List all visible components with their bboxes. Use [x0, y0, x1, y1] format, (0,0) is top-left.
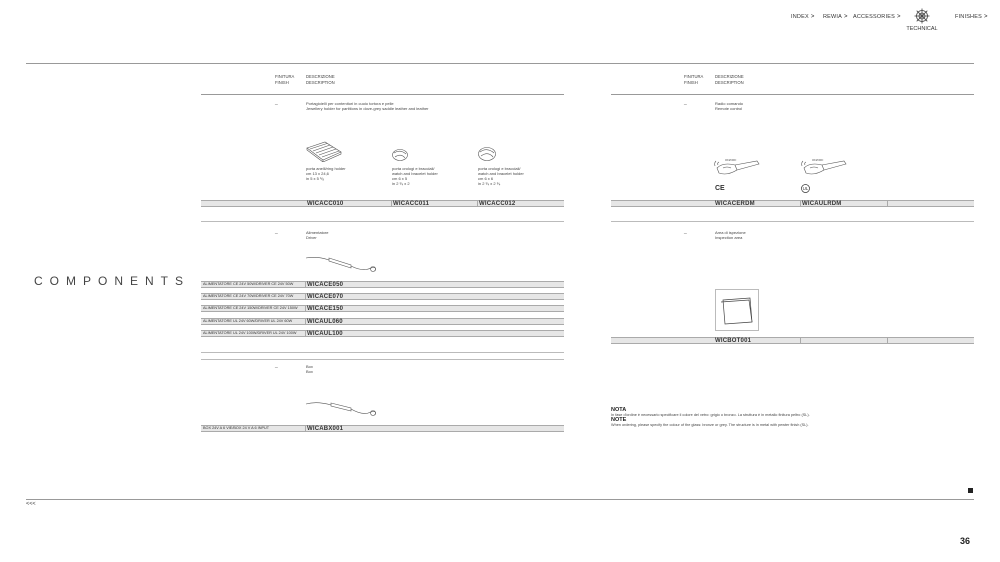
ring-holder-l1: porta anelli/ring holder	[306, 166, 346, 171]
watch-holder-small-l1: porta orologi e bracciali/	[392, 166, 435, 171]
desc-it: Box	[306, 364, 313, 369]
bar-separator	[305, 331, 306, 336]
watch-holder-large-image	[477, 146, 497, 162]
description-label: DESCRIPTION	[715, 79, 744, 85]
top-divider	[26, 63, 974, 64]
finish-dash: _	[684, 100, 687, 106]
bar-separator	[391, 201, 392, 206]
product-code: WICACE070	[307, 293, 344, 300]
chevron-right-icon: >	[983, 14, 988, 20]
ring-holder-info	[306, 166, 346, 181]
nav-index[interactable]	[791, 12, 815, 22]
nav-accessories[interactable]	[853, 12, 901, 22]
desc-en: Jewellery holder for partitions in dove-grey saddle leather and leather	[306, 106, 429, 111]
product-code: WICACERDM	[715, 200, 755, 207]
inspection-codes-bar	[611, 337, 974, 344]
desc-en: Box	[306, 369, 313, 374]
page-number	[960, 536, 970, 546]
bar-separator	[800, 338, 801, 343]
description-header-right	[715, 74, 744, 86]
product-code: WICACC010	[307, 200, 344, 207]
inspection-area-description	[715, 230, 746, 240]
bar-separator	[887, 201, 888, 206]
inspection-panel-icon	[716, 290, 758, 330]
bottom-divider	[26, 499, 974, 500]
bar-separator	[305, 282, 306, 287]
product-code: WICACC012	[479, 200, 516, 207]
ring-holder-l3: in 5 x 5 ⁵⁄₈	[306, 176, 324, 181]
ce-mark-icon: CE	[715, 185, 725, 192]
watch-holder-small-image	[391, 148, 409, 162]
nav-finishes[interactable]	[955, 12, 988, 22]
ul-mark-icon	[801, 184, 810, 193]
bar-separator	[305, 426, 306, 431]
driver-row-label: ALIMENTATORE UL 24V 100W/DRIVER UL 24V 100W	[203, 331, 297, 335]
driver-description	[306, 230, 328, 240]
finish-header-left	[275, 74, 294, 86]
bar-separator	[305, 306, 306, 311]
product-code: WICACC011	[393, 200, 430, 207]
remote-control-ce-image	[713, 156, 761, 178]
nav-rewia-label: REWIA	[823, 14, 843, 20]
driver-row-label: ALIMENTATORE CE 24V 70W/DRIVER CE 24V 70W	[203, 294, 294, 298]
finish-dash: _	[275, 100, 278, 106]
watch-holder-small-info	[392, 166, 438, 186]
header-divider-left	[201, 94, 564, 95]
nav-technical-label: TECHNICAL	[906, 26, 938, 32]
section-divider	[201, 352, 564, 353]
chevron-right-icon: >	[844, 14, 848, 20]
box-row-label: BOX 24V A 6 VIE/BOX 24 V A 6 INPUT	[203, 426, 270, 430]
remote-control-ul-image	[800, 156, 848, 178]
ring-holder-image	[305, 140, 343, 162]
driver-row	[201, 293, 564, 300]
driver-row	[201, 318, 564, 325]
note-title: NOTE	[611, 417, 627, 423]
watch-holder-large-info	[478, 166, 524, 186]
nota-title: NOTA	[611, 407, 627, 413]
finish-label: FINISH	[275, 79, 289, 85]
nav-finishes-label: FINISHES	[955, 14, 982, 20]
technical-star-icon	[914, 8, 930, 24]
driver-row	[201, 305, 564, 312]
desc-it: Portagioielli per contenitori in cuoio tortora e pelle	[306, 101, 394, 106]
desc-it: Alimentatore	[306, 230, 329, 235]
box-row	[201, 425, 564, 432]
remote-control-description	[715, 101, 743, 111]
jewellery-codes-bar	[201, 200, 564, 207]
bar-separator	[305, 294, 306, 299]
nav-technical[interactable]	[904, 8, 940, 34]
order-note	[611, 408, 851, 428]
chevron-right-icon: >	[810, 14, 815, 20]
finish-dash: _	[275, 363, 278, 369]
jewellery-holder-description	[306, 101, 429, 111]
bar-separator	[305, 319, 306, 324]
bar-separator	[477, 201, 478, 206]
product-code: WICBOT001	[715, 337, 752, 344]
description-label: DESCRIPTION	[306, 79, 335, 85]
inspection-area-image	[715, 289, 759, 331]
driver-row-label: ALIMENTATORE CE 24V 150W/DRIVER CE 24V 150W	[203, 306, 298, 310]
section-divider	[201, 359, 564, 360]
driver-row-label: ALIMENTATORE UL 24V 60W/DRIVER UL 24V 60W	[203, 319, 293, 323]
desc-it: Radio comando	[715, 101, 744, 106]
section-divider	[201, 221, 564, 222]
box-image	[305, 398, 379, 420]
finish-dash: _	[684, 229, 687, 235]
driver-row-label: ALIMENTATORE CE 24V 50W/DRIVER CE 24V 50W	[203, 282, 294, 286]
remote-codes-bar	[611, 200, 974, 207]
descrizione-label: DESCRIZIONE	[306, 74, 335, 79]
nav-accessories-label: ACCESSORIES	[853, 14, 895, 20]
desc-en: Inspection area	[715, 235, 743, 240]
descrizione-label: DESCRIZIONE	[715, 74, 744, 79]
finish-header-right	[684, 74, 703, 86]
page-number-value: 36	[960, 536, 971, 546]
finitura-label: FINITURA	[275, 74, 295, 79]
nav-index-label: INDEX	[791, 14, 809, 20]
product-code: WICACE050	[307, 281, 344, 288]
driver-row	[201, 281, 564, 288]
product-code: WICAUL100	[307, 330, 343, 337]
watch-holder-large-l2: watch and bracelet holder	[478, 171, 524, 176]
section-title: COMPONENTS	[34, 274, 191, 288]
desc-en: Remote control	[715, 106, 743, 111]
box-description	[306, 364, 313, 374]
on-off-label: ON/OFF	[725, 158, 737, 162]
on-off-label: ON/OFF	[812, 158, 824, 162]
chevron-right-icon: >	[896, 14, 901, 20]
ring-holder-l2: cm 13 x 24,6	[306, 171, 329, 176]
product-code: WICABX001	[307, 425, 344, 432]
product-code: WICAUL060	[307, 318, 343, 325]
svg-text:UL: UL	[802, 186, 809, 192]
back-link[interactable]: <<<	[26, 501, 36, 507]
watch-holder-large-l4: in 2 ¹⁄₄ x 2 ¹⁄₄	[478, 181, 501, 186]
driver-row	[201, 330, 564, 337]
finitura-label: FINITURA	[684, 74, 704, 79]
product-code: WICACE150	[307, 305, 344, 312]
bar-separator	[887, 338, 888, 343]
finish-label: FINISH	[684, 79, 698, 85]
description-header-left	[306, 74, 335, 86]
header-divider-right	[611, 94, 974, 95]
square-icon[interactable]	[968, 488, 973, 493]
product-code: WICAULRDM	[802, 200, 842, 207]
nav-rewia[interactable]	[823, 12, 848, 22]
desc-it: Area di ispezione	[715, 230, 746, 235]
watch-holder-small-l4: in 2 ¹⁄₄ x 2	[392, 181, 410, 186]
watch-holder-large-l3: cm 6 x 6	[478, 176, 494, 181]
finish-dash: _	[275, 229, 278, 235]
nota-text: In fase d'ordine è necessario specificare il colore del vetro: grigio o bronzo. La struttura è in metallo finitura peltro (SL).	[611, 413, 810, 417]
desc-en: Driver	[306, 235, 317, 240]
note-text: When ordering, please specify the colour of the glass: bronze or grey. The structure is in metal with pewter finish (SL).	[611, 423, 809, 427]
watch-holder-small-l2: watch and bracelet holder	[392, 171, 438, 176]
watch-holder-small-l3: cm 6 x 5	[392, 176, 408, 181]
section-divider	[611, 221, 974, 222]
bar-separator	[800, 201, 801, 206]
watch-holder-large-l1: porta orologi e bracciali/	[478, 166, 521, 171]
driver-image	[305, 254, 379, 276]
